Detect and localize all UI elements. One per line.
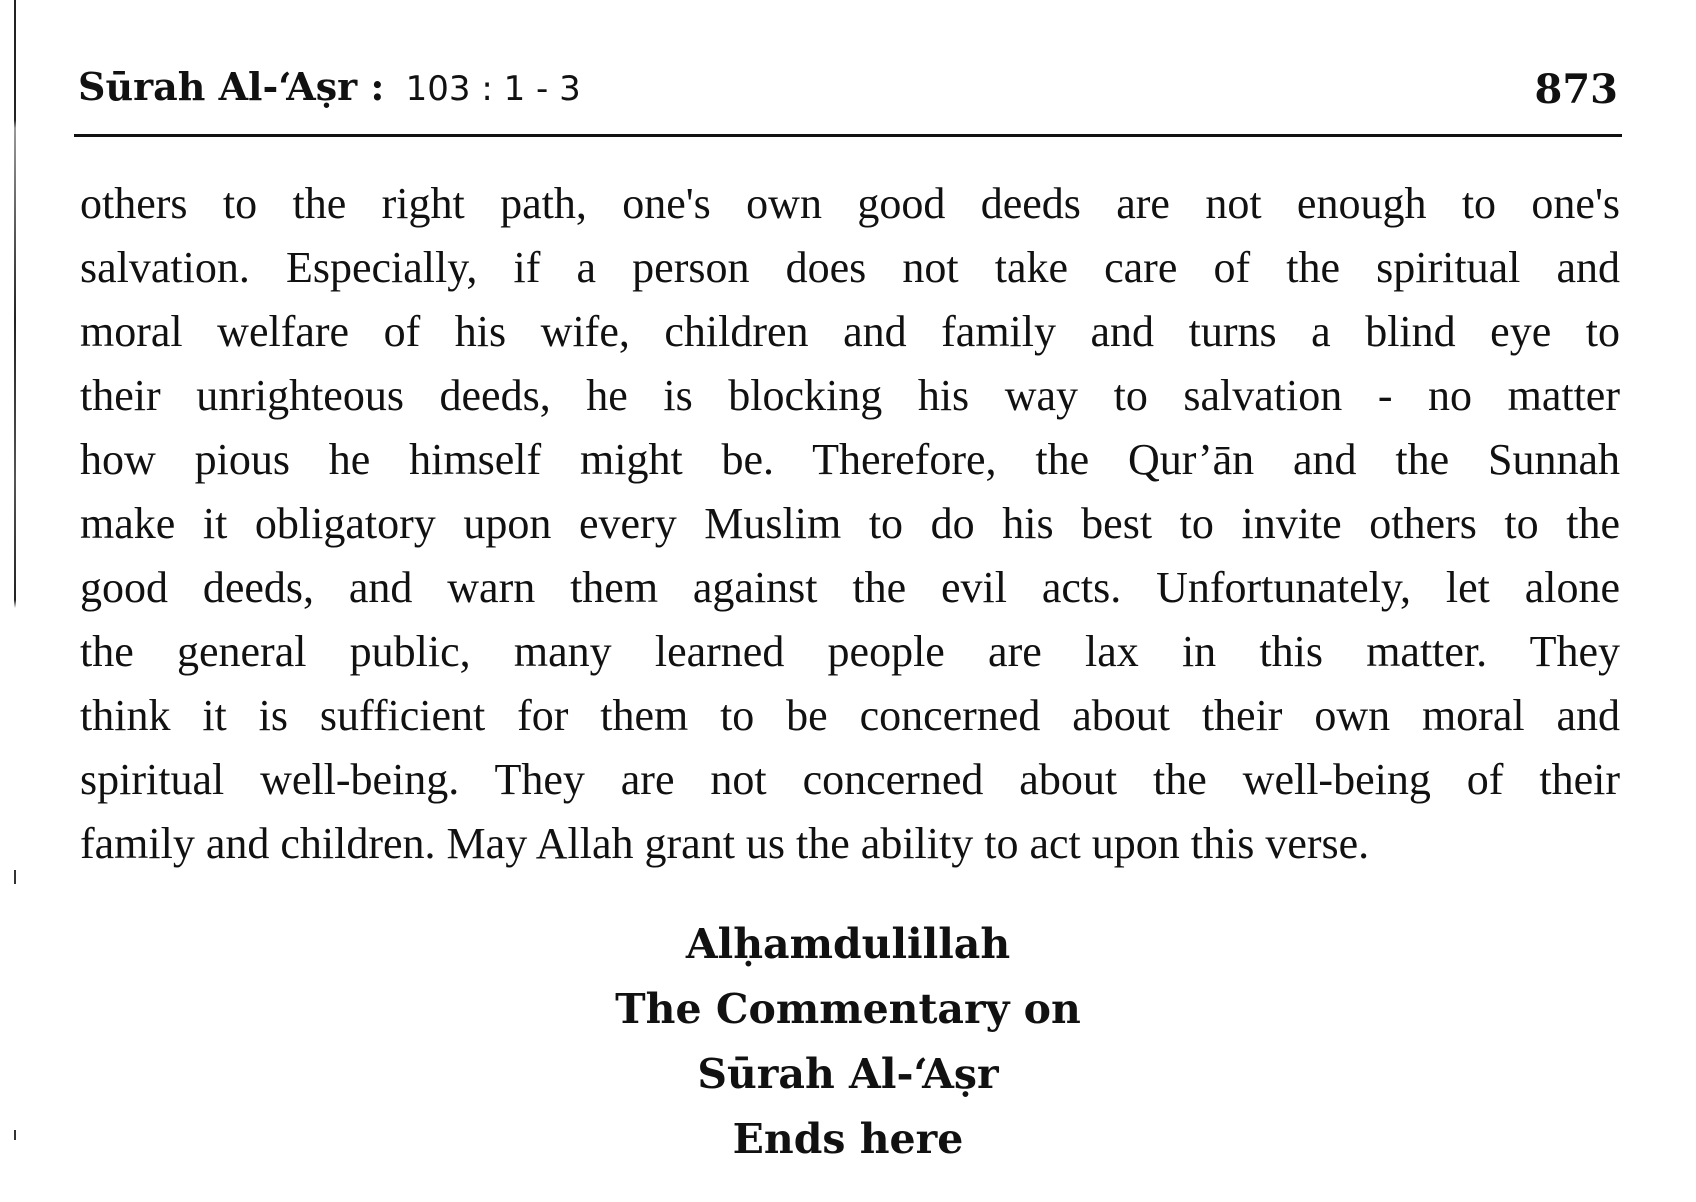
header-rule	[74, 134, 1622, 137]
verse-reference: 103 : 1 - 3	[405, 69, 581, 109]
text-line: their unrighteous deeds, he is blocking his way to salvation - no matter	[80, 371, 1620, 420]
closing-line-ends: Ends here	[732, 1115, 964, 1163]
closing-line-surah: Sūrah Al-‘Aṣr	[697, 1050, 999, 1098]
body-paragraph	[80, 172, 1620, 876]
text-line: others to the right path, one's own good deeds are not enough to one's	[80, 179, 1620, 228]
text-line: think it is sufficient for them to be concerned about their own moral and	[80, 691, 1620, 740]
text-line: good deeds, and warn them against the evil acts. Unfortunately, let alone	[80, 563, 1620, 612]
closing-line-alhamdulillah: Alḥamdulillah	[685, 920, 1011, 968]
scan-margin-mark	[14, 870, 16, 884]
text-line: moral welfare of his wife, children and family and turns a blind eye to	[80, 307, 1620, 356]
text-line: the general public, many learned people are lax in this matter. They	[80, 627, 1620, 676]
page-number: 873	[1534, 66, 1618, 113]
surah-title: Sūrah Al-‘Aṣr :	[78, 64, 385, 109]
text-line: make it obligatory upon every Muslim to do his best to invite others to the	[80, 499, 1620, 548]
text-line: how pious he himself might be. Therefore, the Qur’ān and the Sunnah	[80, 435, 1620, 484]
header-title-group	[78, 64, 581, 109]
scan-margin-line	[14, 0, 16, 800]
running-header	[78, 58, 1618, 122]
closing-colophon	[0, 912, 1696, 1172]
closing-line-commentary: The Commentary on	[615, 985, 1081, 1033]
text-line: spiritual well-being. They are not concerned about the well-being of their	[80, 755, 1620, 804]
text-line: family and children. May Allah grant us the ability to act upon this verse.	[80, 819, 1370, 868]
text-line: salvation. Especially, if a person does not take care of the spiritual and	[80, 243, 1620, 292]
